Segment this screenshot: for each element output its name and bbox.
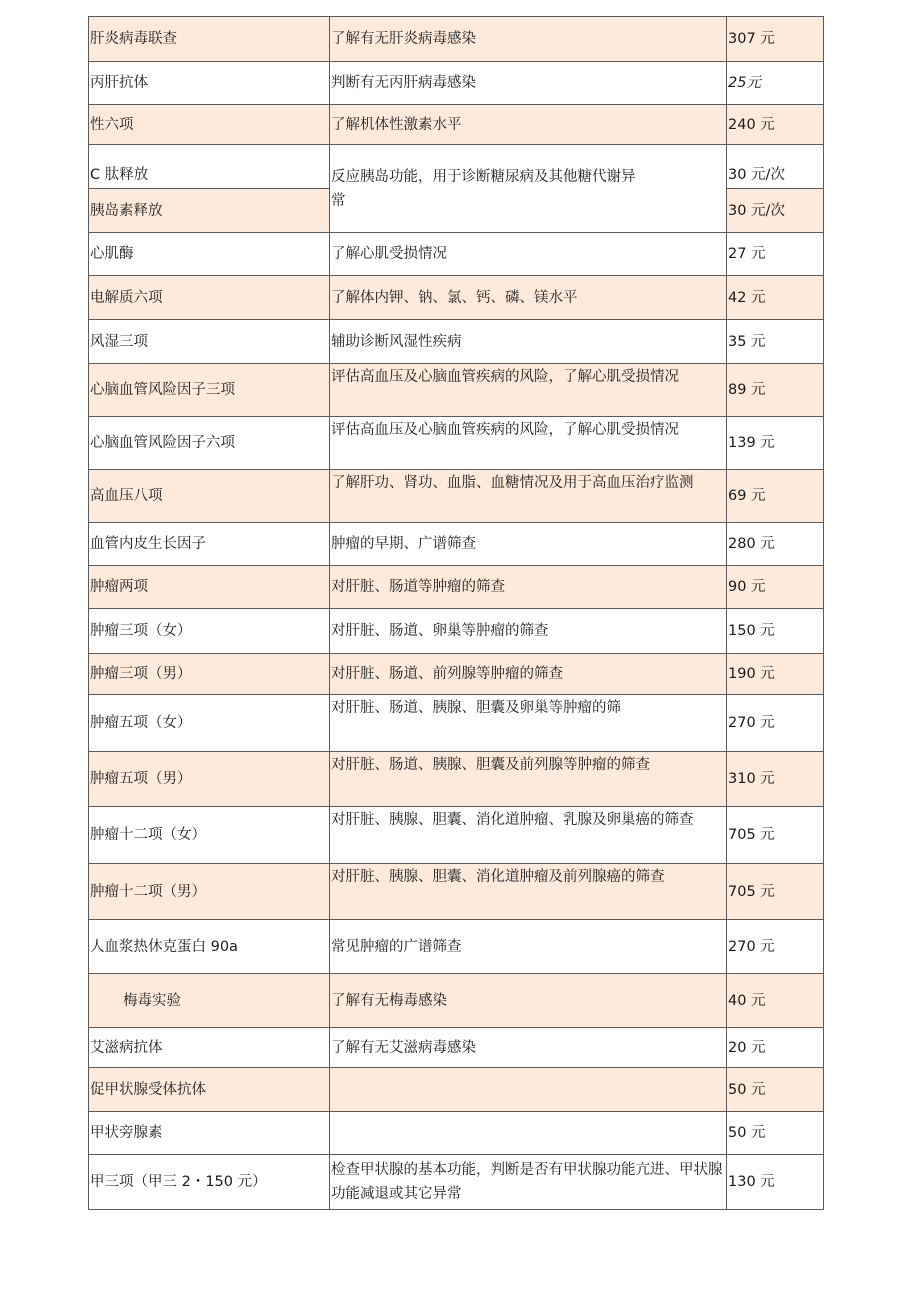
item-name: 心脑血管风险因子三项 <box>89 364 330 417</box>
item-name: 肿瘤三项（女） <box>89 609 330 654</box>
table-row <box>89 62 824 105</box>
table-row <box>89 1028 824 1068</box>
item-name: 风湿三项 <box>89 320 330 364</box>
item-description: 肿瘤的早期、广谱筛查 <box>330 523 727 566</box>
item-name: 甲三项（甲三 2・150 元） <box>89 1155 330 1210</box>
item-description: 了解心肌受损情况 <box>330 233 727 276</box>
item-description: 了解体内钾、钠、氯、钙、磷、镁水平 <box>330 276 727 320</box>
item-description: 了解机体性激素水平 <box>330 105 727 145</box>
table-row <box>89 920 824 974</box>
table-row <box>89 17 824 62</box>
item-price: 35 元 <box>727 320 824 364</box>
item-price: 190 元 <box>727 654 824 695</box>
item-name: 肿瘤五项（男） <box>89 752 330 807</box>
item-description: 检查甲状腺的基本功能，判断是否有甲状腺功能亢进、甲状腺功能减退或其它异常 <box>330 1155 727 1210</box>
table-row <box>89 417 824 470</box>
item-name: 电解质六项 <box>89 276 330 320</box>
item-name: 高血压八项 <box>89 470 330 523</box>
item-description: 对肝脏、胰腺、胆囊、消化道肿瘤及前列腺癌的筛查 <box>330 864 727 920</box>
table-row <box>89 807 824 864</box>
item-description: 了解肝功、肾功、血脂、血糖情况及用于高血压治疗监测 <box>330 470 727 523</box>
item-description: 对肝脏、肠道、胰腺、胆囊及前列腺等肿瘤的筛查 <box>330 752 727 807</box>
item-price: 150 元 <box>727 609 824 654</box>
item-name: C 肽释放 <box>89 145 330 189</box>
item-price: 50 元 <box>727 1068 824 1112</box>
item-name: 胰岛素释放 <box>89 189 330 233</box>
item-name: 性六项 <box>89 105 330 145</box>
table-row <box>89 609 824 654</box>
item-description: 反应胰岛功能，用于诊断糖尿病及其他糖代谢异常 <box>330 145 727 233</box>
item-price: 50 元 <box>727 1112 824 1155</box>
item-description: 了解有无肝炎病毒感染 <box>330 17 727 62</box>
item-name: 梅毒实验 <box>89 974 330 1028</box>
item-name: 人血浆热休克蛋白 90a <box>89 920 330 974</box>
table-row <box>89 105 824 145</box>
item-description: 评估高血压及心脑血管疾病的风险，了解心肌受损情况 <box>330 417 727 470</box>
table-row <box>89 320 824 364</box>
item-price: 40 元 <box>727 974 824 1028</box>
item-name: 心脑血管风险因子六项 <box>89 417 330 470</box>
item-description: 对肝脏、肠道、卵巢等肿瘤的筛查 <box>330 609 727 654</box>
table-row <box>89 1155 824 1210</box>
item-name: 血管内皮生长因子 <box>89 523 330 566</box>
item-description: 判断有无丙肝病毒感染 <box>330 62 727 105</box>
item-name: 肿瘤十二项（男） <box>89 864 330 920</box>
table-row <box>89 145 824 189</box>
item-name: 肿瘤两项 <box>89 566 330 609</box>
item-description: 对肝脏、肠道、前列腺等肿瘤的筛查 <box>330 654 727 695</box>
item-name: 肝炎病毒联查 <box>89 17 330 62</box>
item-price: 30 元/次 <box>727 189 824 233</box>
item-name: 丙肝抗体 <box>89 62 330 105</box>
item-price: 130 元 <box>727 1155 824 1210</box>
item-price: 307 元 <box>727 17 824 62</box>
item-name: 促甲状腺受体抗体 <box>89 1068 330 1112</box>
item-description: 对肝脏、肠道、胰腺、胆囊及卵巢等肿瘤的筛 <box>330 695 727 752</box>
table-row <box>89 1112 824 1155</box>
table-row <box>89 364 824 417</box>
table-row <box>89 752 824 807</box>
item-description: 对肝脏、胰腺、胆囊、消化道肿瘤、乳腺及卵巢癌的筛查 <box>330 807 727 864</box>
item-price: 90 元 <box>727 566 824 609</box>
item-description: 了解有无艾滋病毒感染 <box>330 1028 727 1068</box>
item-name: 甲状旁腺素 <box>89 1112 330 1155</box>
item-name: 肿瘤五项（女） <box>89 695 330 752</box>
exam-price-table <box>88 16 824 1210</box>
item-price: 310 元 <box>727 752 824 807</box>
item-description: 了解有无梅毒感染 <box>330 974 727 1028</box>
table-row <box>89 974 824 1028</box>
table-row <box>89 864 824 920</box>
item-price: 270 元 <box>727 695 824 752</box>
item-price: 705 元 <box>727 864 824 920</box>
item-name: 心肌酶 <box>89 233 330 276</box>
item-description <box>330 1112 727 1155</box>
item-price: 705 元 <box>727 807 824 864</box>
item-description: 评估高血压及心脑血管疾病的风险，了解心肌受损情况 <box>330 364 727 417</box>
table-row <box>89 654 824 695</box>
table-row <box>89 276 824 320</box>
table-row <box>89 470 824 523</box>
item-description: 常见肿瘤的广谱筛查 <box>330 920 727 974</box>
item-price: 280 元 <box>727 523 824 566</box>
item-price: 270 元 <box>727 920 824 974</box>
table-row <box>89 566 824 609</box>
item-description: 辅助诊断风湿性疾病 <box>330 320 727 364</box>
item-price: 240 元 <box>727 105 824 145</box>
item-price: 89 元 <box>727 364 824 417</box>
item-description: 对肝脏、肠道等肿瘤的筛查 <box>330 566 727 609</box>
item-price: 25元 <box>727 62 824 105</box>
item-name: 肿瘤三项（男） <box>89 654 330 695</box>
table-row <box>89 695 824 752</box>
item-name: 肿瘤十二项（女） <box>89 807 330 864</box>
item-price: 27 元 <box>727 233 824 276</box>
table-row <box>89 523 824 566</box>
table-row <box>89 1068 824 1112</box>
item-price: 42 元 <box>727 276 824 320</box>
item-name: 艾滋病抗体 <box>89 1028 330 1068</box>
item-price: 20 元 <box>727 1028 824 1068</box>
item-price: 69 元 <box>727 470 824 523</box>
table-row <box>89 233 824 276</box>
item-description <box>330 1068 727 1112</box>
item-price: 30 元/次 <box>727 145 824 189</box>
item-price: 139 元 <box>727 417 824 470</box>
